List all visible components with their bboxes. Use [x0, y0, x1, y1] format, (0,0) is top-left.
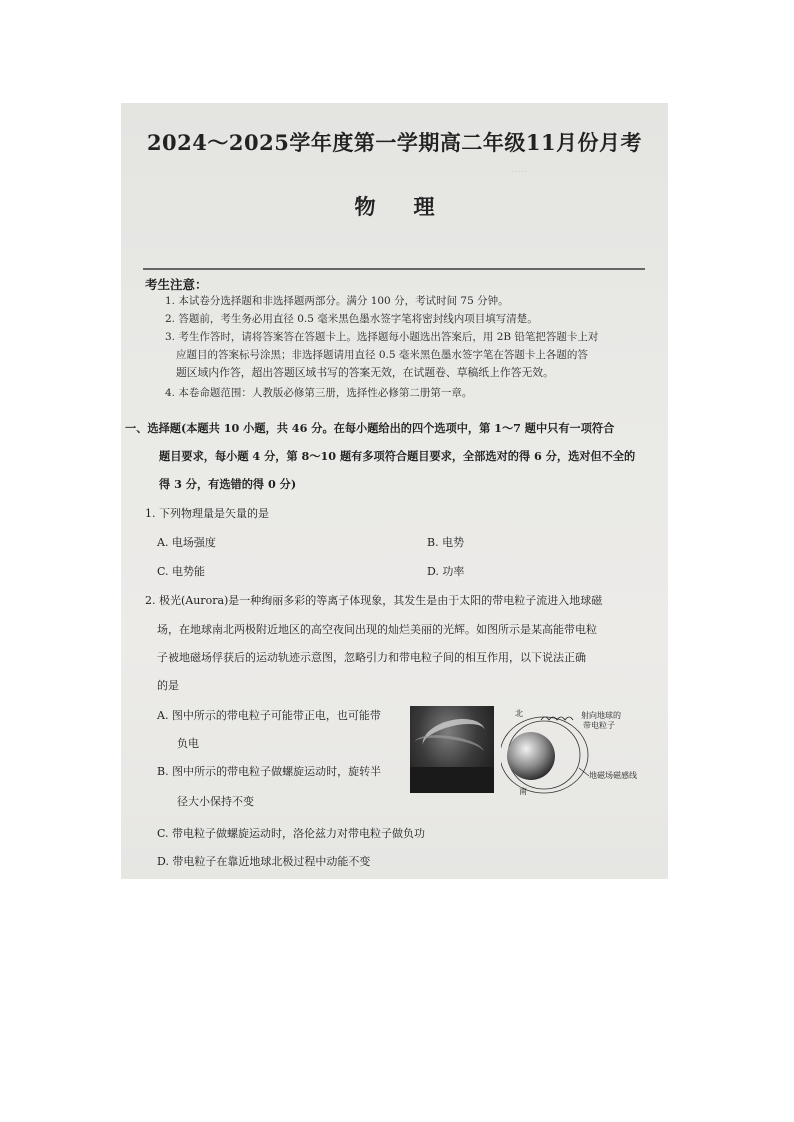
aurora-photo	[410, 706, 494, 793]
question-1-option-c: C. 电势能	[157, 565, 206, 578]
document-photo	[121, 103, 668, 879]
bleed-through-text: ·····	[511, 167, 527, 178]
question-1-stem: 1. 下列物理量是矢量的是	[145, 507, 269, 520]
notice-heading: 考生注意：	[145, 277, 208, 292]
notice-item-1: 1. 本试卷分选择题和非选择题两部分。满分 100 分，考试时间 75 分钟。	[165, 295, 509, 307]
exam-subject: 物理	[354, 194, 473, 219]
field-label-leader	[579, 768, 589, 776]
notice-item-4: 4. 本卷命题范围：人教版必修第三册，选择性必修第二册第一章。	[165, 387, 473, 399]
section-instructions-line-1: 一、选择题(本题共 10 小题，共 46 分。在每小题给出的四个选项中，第 1～7 题中只有一项符合	[125, 421, 615, 435]
notice-item-3: 3. 考生作答时，请将答案答在答题卡上。选择题每小题选出答案后，用 2B 铅笔把答题卡上对	[165, 331, 599, 343]
notice-item-2: 2. 答题前，考生务必用直径 0.5 毫米黑色墨水签字笔将密封线内项目填写清楚。	[165, 313, 538, 325]
question-2-option-c: C. 带电粒子做螺旋运动时，洛伦兹力对带电粒子做负功	[157, 827, 426, 840]
question-2-stem-line-1: 2. 极光(Aurora)是一种绚丽多彩的等离子体现象，其发生是由于太阳的带电粒子流进入地球磁	[145, 594, 603, 607]
question-2-option-b: B. 图中所示的带电粒子做螺旋运动时，旋转半	[157, 765, 382, 778]
section-instructions-line-3: 得 3 分，有选错的得 0 分)	[159, 477, 297, 491]
notice-item-3-cont-1: 应题目的答案标号涂黑；非选择题请用直径 0.5 毫米黑色墨水签字笔在答题卡上各题的答	[176, 349, 588, 361]
question-2-option-a: A. 图中所示的带电粒子可能带正电，也可能带	[157, 709, 381, 722]
question-1-option-d: D. 功率	[427, 565, 465, 578]
horizon-ground	[410, 767, 494, 793]
exam-title: 2024～2025学年度第一学期高二年级11月份月考	[146, 130, 643, 155]
geomagnetic-diagram-svg	[501, 708, 661, 798]
earth-globe	[507, 732, 555, 780]
question-2-stem-line-2: 场，在地球南北两极附近地区的高空夜间出现的灿烂美丽的光辉。如图所示是某高能带电粒	[157, 623, 597, 636]
header-divider	[143, 268, 645, 270]
question-2-stem-line-4: 的是	[157, 679, 179, 692]
question-2-option-b-cont: 径大小保持不变	[177, 795, 254, 808]
north-label: 北	[515, 709, 523, 718]
south-label: 南	[519, 787, 527, 796]
question-2-option-a-cont: 负电	[177, 737, 199, 750]
particle-label-line-1: 射向地球的	[581, 711, 621, 720]
question-1-option-b: B. 电势	[427, 536, 465, 549]
question-2-option-d: D. 带电粒子在靠近地球北极过程中动能不变	[157, 855, 371, 868]
geomagnetic-diagram	[501, 708, 661, 798]
section-instructions-line-2: 题目要求，每小题 4 分，第 8～10 题有多项符合题目要求，全部选对的得 6 分，选对但不全的	[159, 449, 636, 463]
question-1-option-a: A. 电场强度	[157, 536, 216, 549]
particle-label-line-2: 带电粒子	[583, 721, 615, 730]
question-2-stem-line-3: 子被地磁场俘获后的运动轨迹示意图，忽略引力和带电粒子间的相互作用，以下说法正确	[157, 651, 586, 664]
notice-item-3-cont-2: 题区域内作答，超出答题区域书写的答案无效，在试题卷、草稿纸上作答无效。	[176, 366, 554, 379]
field-line-label: 地磁场磁感线	[589, 771, 637, 780]
